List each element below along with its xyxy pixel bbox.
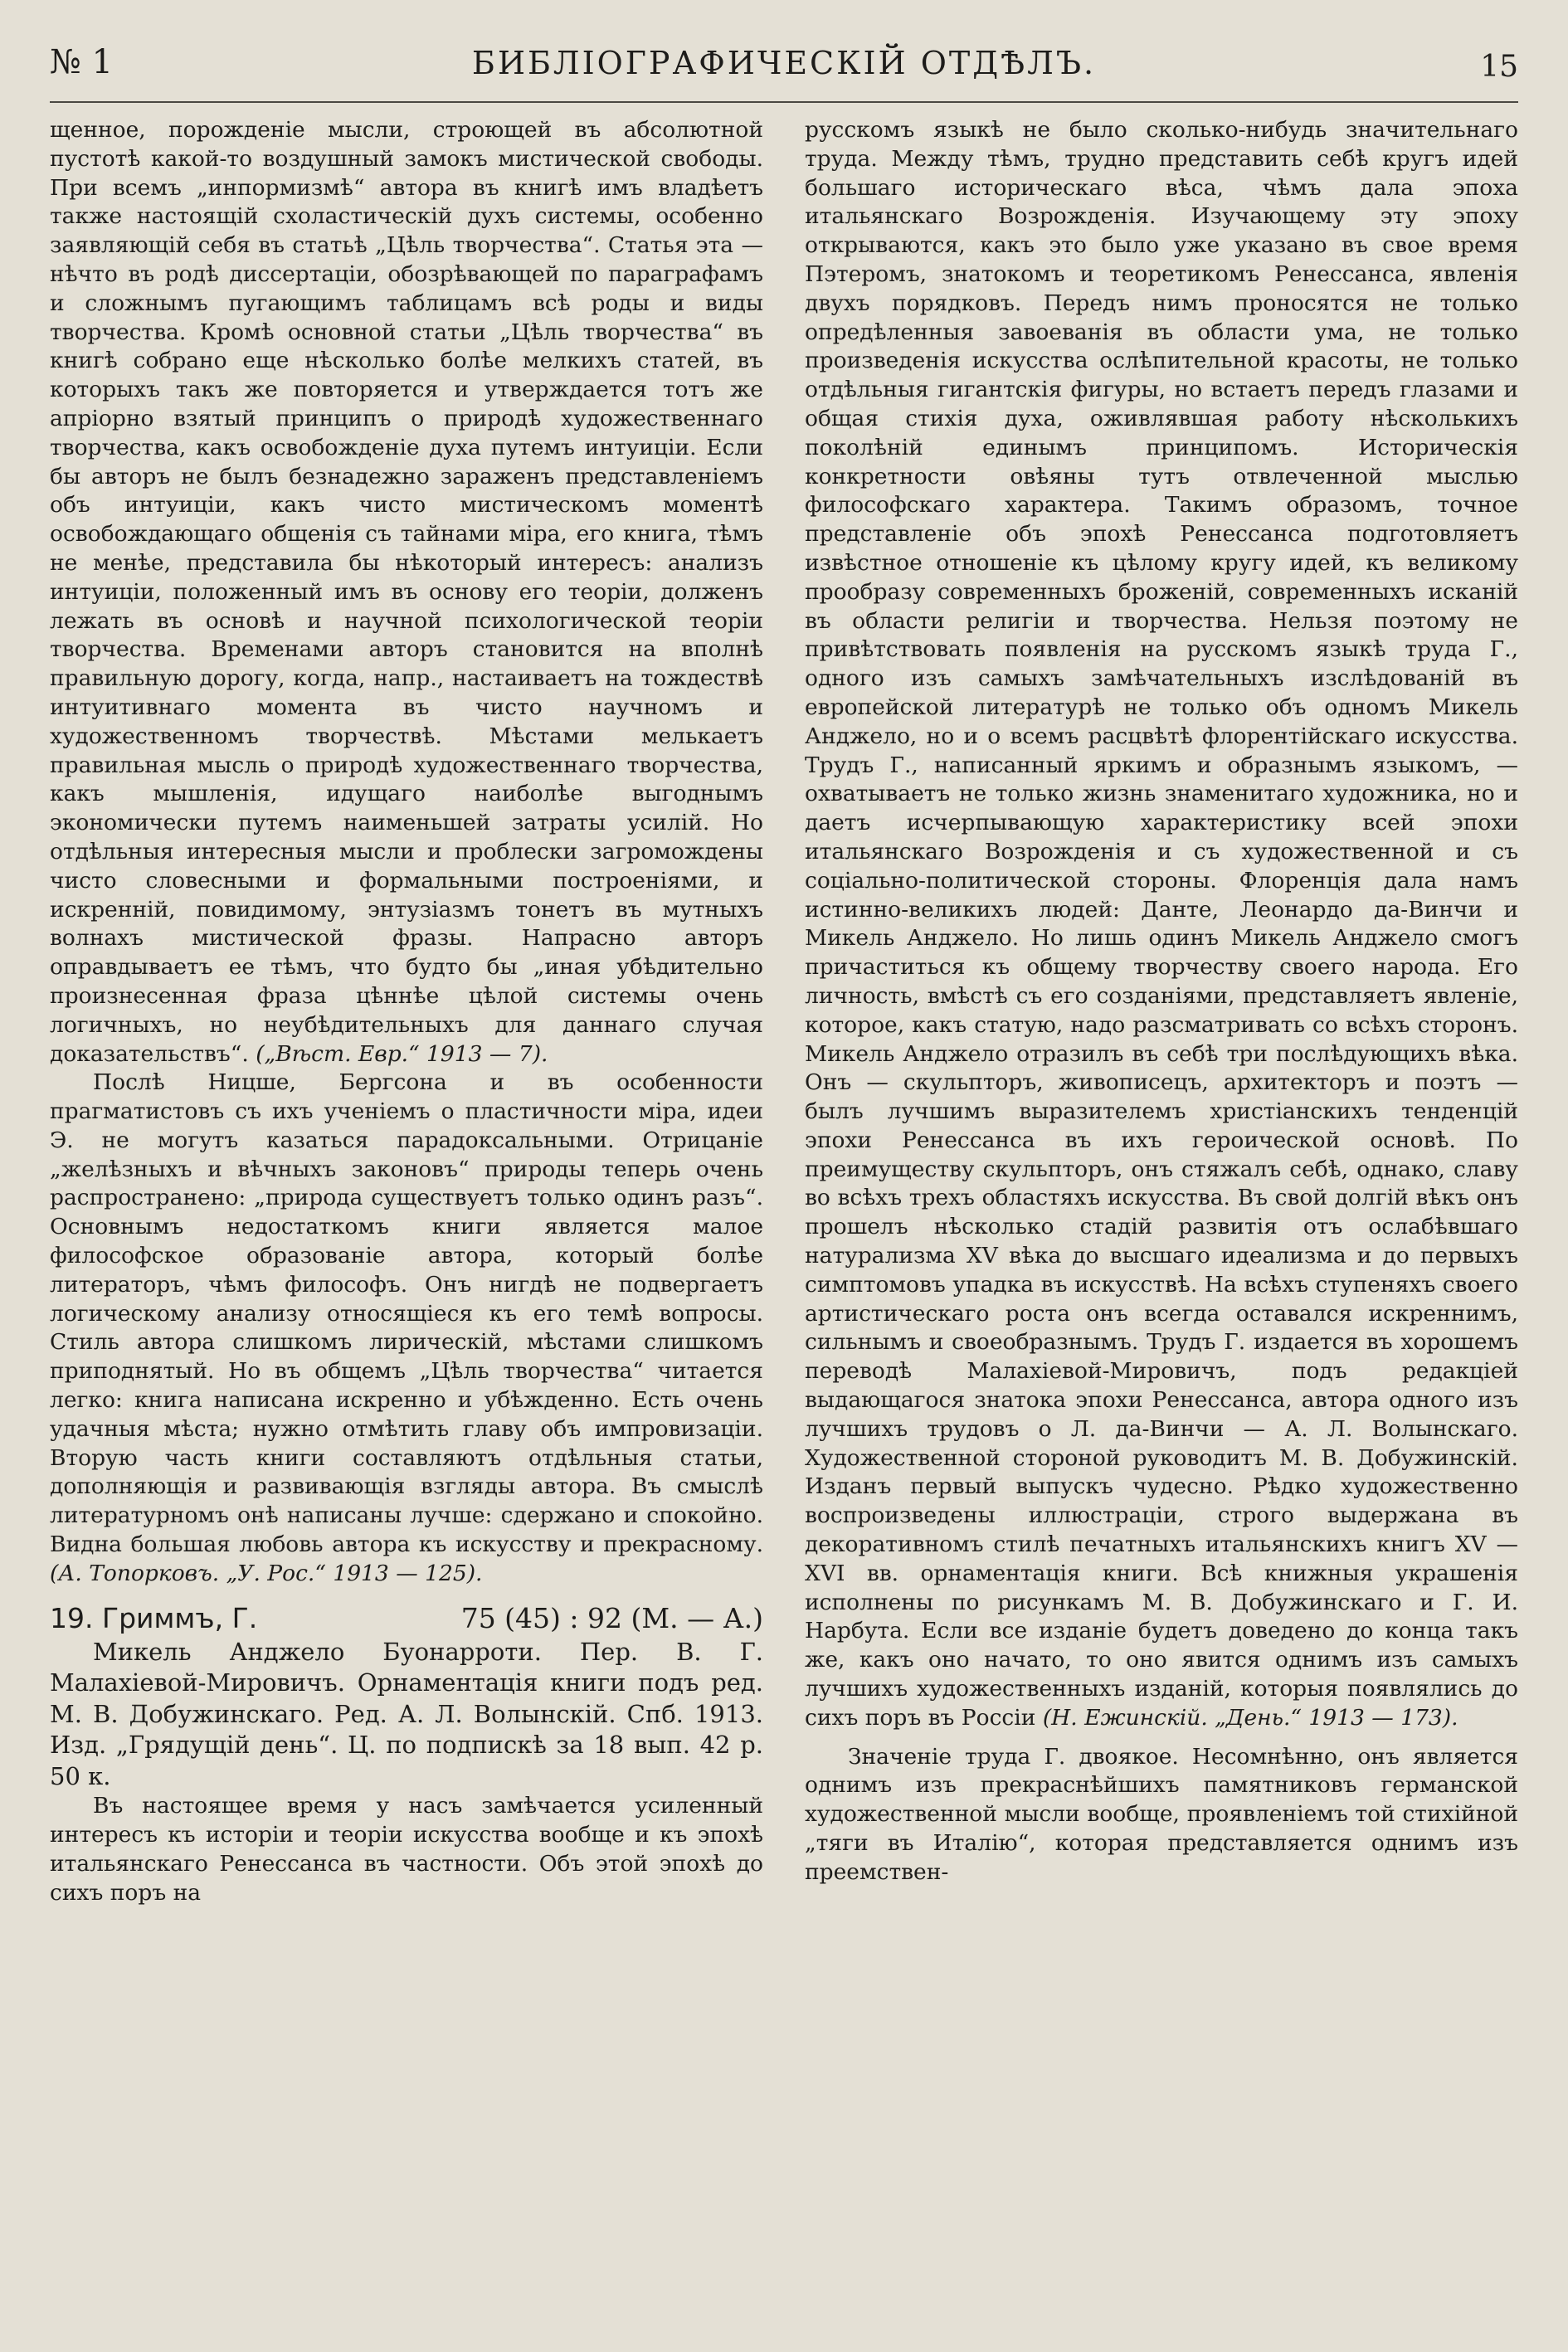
right-paragraph-2: Значеніе труда Г. двоякое. Несомнѣнно, онъ является однимъ изъ прекраснѣйшихъ памятниковъ германской художественной мысли вообще, проявленіемъ той стихійной „тяги въ Италію“, которая представляется однимъ изъ преемствен- — [805, 1743, 1518, 1885]
issue-number: № 1 — [50, 43, 114, 81]
right-column — [805, 116, 1518, 2319]
entry-heading — [50, 1600, 763, 1637]
right-paragraph-1 — [805, 116, 1518, 1733]
left-paragraph-3: Въ настоящее время у насъ замѣчается усиленный интересъ къ исторіи и теоріи искусства вообще и къ эпохѣ итальянскаго Ренессанса въ частности. Объ этой эпохѣ до сихъ поръ на — [50, 1793, 763, 1906]
right-citation-1: (Н. Ежинскій. „День.“ 1913 — 173). — [1042, 1704, 1458, 1731]
right-paragraph-1-text: русскомъ языкѣ не было сколько-нибудь значительнаго труда. Между тѣмъ, трудно представить себѣ кругъ идей большаго историческаго вѣса, чѣмъ дала эпоха итальянскаго Возрожденія. Изучающему эту эпоху открываются, какъ это было уже указано въ свое время Пэтеромъ, знатокомъ и теоретикомъ Ренессанса, явленія двухъ порядковъ. Передъ нимъ проносятся не только опредѣленныя завоеванія въ области ума, не только произведенія искусства ослѣпительной красоты, не только отдѣльныя гигантскія фигуры, но встаетъ передъ глазами и общая стихія духа, оживлявшая работу нѣсколькихъ поколѣній единымъ принципомъ. Историческія конкретности овѣяны тутъ отвлеченной мыслью философскаго характера. Такимъ образомъ, точное представленіе объ эпохѣ Ренессанса подготовляетъ извѣстное отношеніе къ цѣлому кругу идей, къ великому прообразу современныхъ броженій, современныхъ исканій въ области религіи и творчества. Нельзя поэтому не привѣтствовать появленія на русскомъ языкѣ труда Г., одного изъ самыхъ замѣчательныхъ изслѣдованій въ европейской литературѣ не только объ одномъ Микель Анджело, но и о всемъ расцвѣтѣ флорентійскаго искусства. Трудъ Г., написанный яркимъ и образнымъ языкомъ, — охватываетъ не только жизнь знаменитаго художника, но и даетъ исчерпывающую характеристику всей эпохи итальянскаго Возрожденія и съ художественной и съ соціально-политической стороны. Флоренція дала намъ истинно-великихъ людей: Данте, Леонардо да-Винчи и Микель Анджело. Но лишь одинъ Микель Анджело смогъ причаститься къ общему творчеству своего народа. Его личность, вмѣстѣ съ его созданіями, представляетъ явленіе, которое, какъ статую, надо разсматривать со всѣхъ сторонъ. Микель Анджело отразилъ въ себѣ три послѣдующихъ вѣка. Онъ — скульпторъ, живописецъ, архитекторъ и поэтъ — былъ лучшимъ выразителемъ христіанскихъ тенденцій эпохи Ренессанса въ ихъ героической основѣ. По преимуществу скульпторъ, онъ стяжалъ себѣ, однако, славу во всѣхъ трехъ областяхъ искусства. Въ свой долгій вѣкъ онъ прошелъ нѣсколько стадій развитія отъ ослабѣвшаго натурализма XV вѣка до высшаго идеализма и до первыхъ симптомовъ упадка въ искусствѣ. На всѣхъ ступеняхъ своего артистическаго роста онъ всегда оставался искреннимъ, сильнымъ и своеобразнымъ. Трудъ Г. издается въ хорошемъ переводѣ Малахіевой-Мировичъ, подъ редакціей выдающагося знатока эпохи Ренессанса, автора одного изъ лучшихъ трудовъ о Л. да-Винчи — А. Л. Волынскаго. Художественной стороной руководитъ М. В. Добужинскій. Изданъ первый выпускъ чудесно. Рѣдко художественно воспроизведены иллюстраціи, строго выдержана въ декоративномъ стилѣ печатныхъ итальянскихъ книгъ XV — XVI вв. орнаментація книги. Всѣ книжныя украшенія исполнены по рисункамъ М. В. Добужинскаго и Г. И. Нарбута. Если все изданіе будетъ доведено до конца такъ же, какъ оно начато, то оно явится однимъ изъ самыхъ лучшихъ художественныхъ изданій, которыя появлялись до сихъ поръ въ Россіи — [805, 117, 1518, 1731]
left-paragraph-2 — [50, 1069, 763, 1588]
left-citation-1: („Вѣст. Евр.“ 1913 — 7). — [256, 1040, 548, 1067]
entry-classification: 75 (45) : 92 (М. — А.) — [460, 1601, 763, 1634]
left-paragraph-1-text: щенное, порожденіе мысли, строющей въ абсолютной пустотѣ какой-то воздушный замокъ мистической свободы. При всемъ „инпормизмѣ“ автора въ книгѣ имъ владѣетъ также настоящій схоластическій духъ системы, особенно заявляющій себя въ статьѣ „Цѣль творчества“. Статья эта — нѣчто въ родѣ диссертаціи, обозрѣвающей по параграфамъ и сложнымъ пугающимъ таблицамъ всѣ роды и виды творчества. Кромѣ основной статьи „Цѣль творчества“ въ книгѣ собрано еще нѣсколько болѣе мелкихъ статей, въ которыхъ такъ же повторяется и утверждается тотъ же апріорно взятый принципъ о природѣ художественнаго творчества, какъ освобожденіе духа путемъ интуиціи. Если бы авторъ не былъ безнадежно зараженъ представленіемъ объ интуиціи, какъ чисто мистическомъ моментѣ освобождающаго общенія съ тайнами міра, его книга, тѣмъ не менѣе, представила бы нѣкоторый интересъ: анализъ интуиціи, положенный имъ въ основу его теоріи, долженъ лежать въ основѣ и научной психологической теоріи творчества. Временами авторъ становится на вполнѣ правильную дорогу, когда, напр., настаиваетъ на тождествѣ интуитивнаго момента въ чисто научномъ и художественномъ творчествѣ. Мѣстами мелькаетъ правильная мысль о природѣ художественнаго творчества, какъ мышленія, идущаго наиболѣе выгоднымъ экономически путемъ наименьшей затраты усилій. Но отдѣльныя интересныя мысли и проблески загромождены чисто словесными и формальными построеніями, и искренній, повидимому, энтузіазмъ тонетъ въ мутныхъ волнахъ мистической фразы. Напрасно авторъ оправдываетъ ее тѣмъ, что будто бы „иная убѣдительно произнесенная фраза цѣннѣе цѣлой системы очень логичныхъ, но неубѣдительныхъ для даннаго случая доказательствъ“. — [50, 117, 763, 1067]
section-title: БИБЛІОГРАФИЧЕСКІЙ ОТДѢЛЪ. — [471, 45, 1097, 81]
entry-description: Микель Анджело Буонарроти. Пер. В. Г. Малахіевой-Мировичъ. Орнаментація книги подъ ред. М. В. Добужинскаго. Ред. А. Л. Волынскій. Спб. 1913. Изд. „Грядущій день“. Ц. по подпискѣ за 18 вып. 42 р. 50 к. — [50, 1637, 763, 1790]
left-column — [50, 116, 763, 2319]
left-paragraph-1 — [50, 116, 763, 1069]
text-columns — [50, 116, 1518, 2319]
page-number: 15 — [1480, 50, 1518, 84]
entry-title: 19. Гриммъ, Г. — [50, 1601, 258, 1634]
left-citation-2: (А. Топорковъ. „У. Рос.“ 1913 — 125). — [50, 1560, 483, 1586]
left-paragraph-2-text: Послѣ Ницше, Бергсона и въ особенности прагматистовъ съ ихъ ученіемъ о пластичности міра, идеи Э. не могутъ казаться парадоксальными. Отрицаніе „желѣзныхъ и вѣчныхъ законовъ“ природы теперь очень распространено: „природа существуетъ только одинъ разъ“. Основнымъ недостаткомъ книги является малое философское образованіе автора, который болѣе литераторъ, чѣмъ философъ. Онъ нигдѣ не подвергаетъ логическому анализу относящіеся къ его темѣ вопросы. Стиль автора слишкомъ лирическій, мѣстами слишкомъ приподнятый. Но въ общемъ „Цѣль творчества“ читается легко: книга написана искренно и убѣжденно. Есть очень удачныя мѣста; нужно отмѣтить главу объ импровизаціи. Вторую часть книги составляютъ отдѣльныя статьи, дополняющія и развивающія взгляды автора. Въ смыслѣ литературномъ онѣ написаны лучше: сдержано и спокойно. Видна большая любовь автора къ искусству и прекрасному. — [50, 1069, 763, 1558]
page-header — [50, 43, 1518, 103]
